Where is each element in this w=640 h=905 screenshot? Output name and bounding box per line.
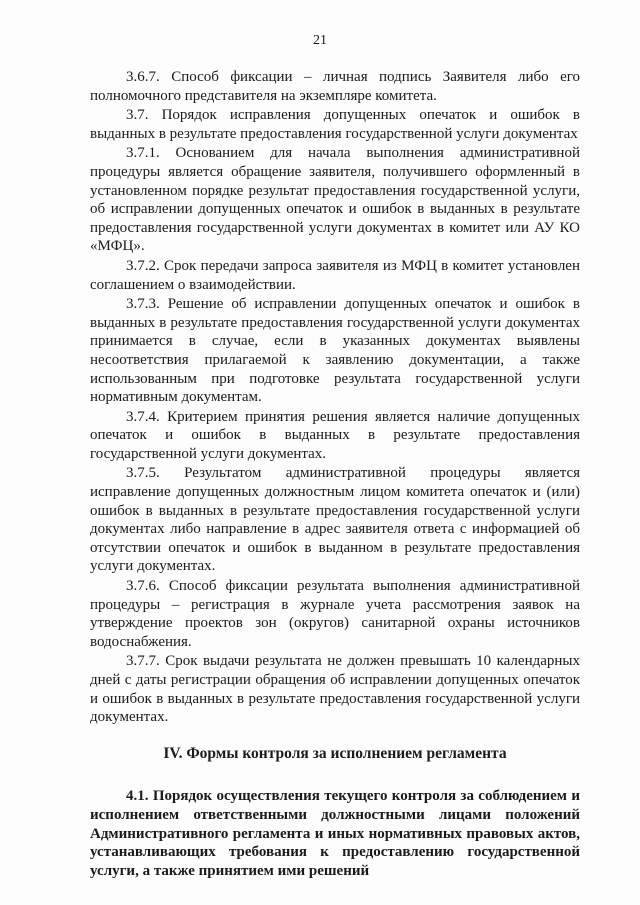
page-number: 21 bbox=[313, 33, 327, 48]
paragraph-3-7-4: 3.7.4. Критерием принятия решения является наличие допущенных опечаток и ошибок в выданных в результате предоставления государственной услуги документах. bbox=[90, 408, 580, 462]
paragraph-3-7: 3.7. Порядок исправления допущенных опечаток и ошибок в выданных в результате предоставления государственной услуги документах bbox=[90, 107, 580, 142]
paragraph-3-7-3: 3.7.3. Решение об исправлении допущенных опечаток и ошибок в выданных в результате предоставления государственной услуги документах принимается в случае, если в указанных документах выявлены несоответствия прилагаемой к заявлению документации, а также использованным при подготовке результата государственной услуги нормативным документам. bbox=[90, 296, 580, 406]
paragraph-3-7-1: 3.7.1. Основанием для начала выполнения административной процедуры является обращение заявителя, получившего оформленный в установленном порядке результат предоставления государственной услуги, об исправлении допущенных опечаток и ошибок в выданных в результате предоставления государственной услуги документах в комитет или АУ КО «МФЦ». bbox=[90, 145, 580, 255]
paragraph-3-7-7: 3.7.7. Срок выдачи результата не должен превышать 10 календарных дней с даты регистрации обращения об исправлении допущенных опечаток и ошибок в выданных в результате предоставления государственной услуги документах. bbox=[90, 653, 580, 726]
paragraph-3-7-6: 3.7.6. Способ фиксации результата выполнения административной процедуры – регистрация в журнале учета рассмотрения заявок на утверждение проектов зон (округов) санитарной охраны источников водоснабжения. bbox=[90, 578, 580, 650]
subsection-heading: 4.1. Порядок осуществления текущего контроля за соблюдением и исполнением ответственными должностными лицами положений Административного регламента и иных нормативных правовых актов, устанавливающих требования к предоставлению государственной услуги, а также принятием ими решений bbox=[90, 788, 580, 879]
document-body bbox=[90, 68, 580, 880]
section-heading: IV. Формы контроля за исполнением регламента bbox=[163, 744, 507, 762]
paragraph-3-7-2: 3.7.2. Срок передачи запроса заявителя из МФЦ в комитет установлен соглашением о взаимодействии. bbox=[90, 257, 580, 293]
paragraph-3-7-5: 3.7.5. Результатом административной процедуры является исправление допущенных должностным лицом комитета опечаток и (или) ошибок в выданных в результате предоставления государственной услуги документах либо направление в адрес заявителя ответа с информацией об отсутствии опечаток и ошибок в выданном в результате предоставления услуги документах. bbox=[90, 465, 580, 575]
paragraph-3-6-7: 3.6.7. Способ фиксации – личная подпись Заявителя либо его полномочного представителя на экземпляре комитета. bbox=[90, 69, 580, 104]
